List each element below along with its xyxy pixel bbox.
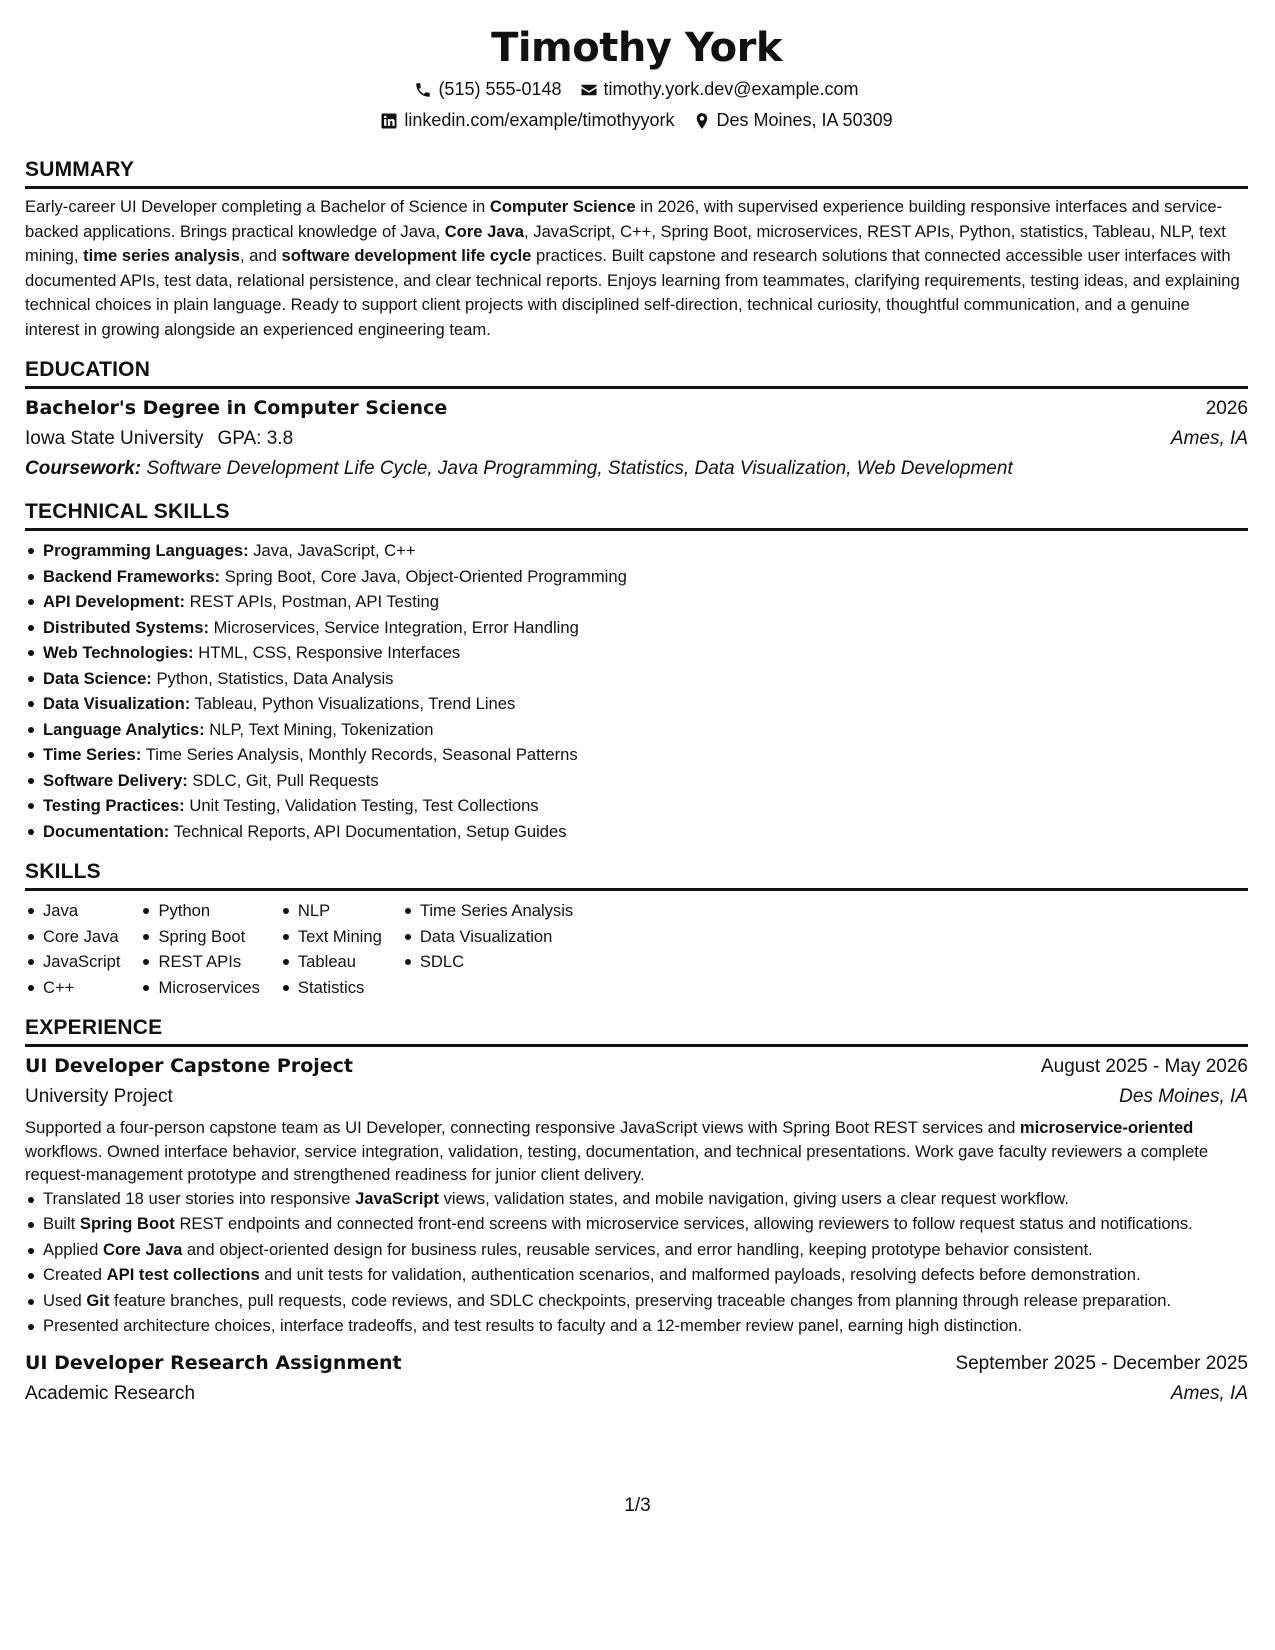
technical-skill-item: [25, 768, 1248, 794]
text-run: workflows. Owned interface behavior, service integration, validation, testing, documentation, and technical presentations. Work gave faculty reviewers a complete request-management prototype and strengthened readiness for junior client delivery.: [25, 1141, 1209, 1184]
skills-column: [402, 898, 573, 1000]
school-location: Ames, IA: [1170, 428, 1248, 449]
skill-item: REST APIs: [140, 949, 259, 975]
skill-item: Tableau: [280, 949, 382, 975]
education-section: [25, 356, 1248, 484]
technical-skill-item: [25, 666, 1248, 692]
skill-category-label: Data Visualization:: [43, 694, 191, 713]
job-bullets: [25, 1187, 1248, 1338]
phone-icon: [414, 81, 432, 99]
page-number: 1/3: [624, 1495, 651, 1516]
email-address[interactable]: timothy.york.dev@example.com: [603, 79, 859, 99]
job-bullet: [25, 1263, 1248, 1287]
text-run: Used: [43, 1290, 87, 1310]
map-pin-icon: [693, 112, 711, 130]
skill-item: JavaScript: [25, 949, 120, 975]
text-run: and object-oriented design for business rules, reusable services, and error handling, keeping prototype behavior consistent.: [182, 1239, 1093, 1259]
coursework-list: Software Development Life Cycle, Java Programming, Statistics, Data Visualization, Web Development: [141, 458, 1013, 479]
bold-text: Computer Science: [489, 197, 636, 216]
job-subheader-row: [25, 1379, 1248, 1409]
technical-skill-item: [25, 793, 1248, 819]
text-run: Created: [43, 1265, 107, 1284]
bold-text: Core Java: [444, 221, 525, 241]
linkedin-contact[interactable]: [380, 105, 674, 136]
skill-category-label: Testing Practices:: [43, 796, 185, 815]
bold-text: Spring Boot: [79, 1214, 175, 1233]
skill-category-label: Documentation:: [43, 821, 170, 841]
text-run: Translated 18 user stories into responsive: [43, 1188, 356, 1208]
bold-text: API test collections: [106, 1265, 260, 1284]
technical-skill-item: [25, 691, 1248, 717]
graduation-year: 2026: [1205, 398, 1248, 419]
skill-category-label: Distributed Systems:: [43, 617, 209, 637]
location-text: Des Moines, IA 50309: [716, 110, 893, 130]
skill-item: Statistics: [280, 975, 382, 1001]
envelope-icon: [580, 81, 598, 99]
text-run: Early-career UI Developer completing a Bachelor of Science in: [25, 197, 490, 216]
job-dates: September 2025 - December 2025: [955, 1352, 1248, 1374]
experience-heading: EXPERIENCE: [25, 1014, 1248, 1047]
job-location: Ames, IA: [1170, 1382, 1248, 1404]
job-location: Des Moines, IA: [1119, 1086, 1248, 1107]
skills-column: [25, 898, 120, 1000]
degree-title: Bachelor's Degree in Computer Science: [25, 397, 448, 419]
skill-item: NLP: [280, 898, 382, 924]
skills-column: [140, 898, 259, 1000]
skill-category-values: NLP, Text Mining, Tokenization: [204, 719, 434, 739]
technical-skills-heading: TECHNICAL SKILLS: [25, 498, 1248, 531]
skill-category-values: Technical Reports, API Documentation, Setup Guides: [169, 821, 567, 841]
experience-section: [25, 1014, 1248, 1409]
summary-heading: SUMMARY: [25, 156, 1248, 189]
skill-category-label: Data Science:: [43, 668, 152, 688]
phone-contact: [414, 74, 561, 105]
bold-text: microservice-oriented: [1019, 1118, 1194, 1137]
technical-skill-item: [25, 742, 1248, 768]
skill-item: Data Visualization: [402, 924, 573, 950]
candidate-name: Timothy York: [491, 25, 782, 71]
skill-category-values: Python, Statistics, Data Analysis: [151, 668, 394, 688]
skill-category-label: Time Series:: [43, 745, 142, 764]
text-run: and unit tests for validation, authentication scenarios, and malformed payloads, resolving defects before demonstration.: [259, 1265, 1141, 1284]
job-bullet: [25, 1212, 1248, 1236]
summary-section: [25, 156, 1248, 342]
text-run: , and: [239, 246, 282, 265]
job-bullet: [25, 1187, 1248, 1211]
coursework-label: Coursework:: [25, 458, 142, 479]
skills-column: [280, 898, 382, 1000]
education-row-2: [25, 424, 1248, 454]
job-title: UI Developer Research Assignment: [25, 1351, 402, 1374]
skills-section: [25, 858, 1248, 1000]
skill-item: Spring Boot: [140, 924, 259, 950]
summary-text: [25, 195, 1248, 342]
linkedin-url[interactable]: linkedin.com/example/timothyyork: [404, 110, 675, 130]
technical-skill-item: [25, 564, 1248, 590]
job-title: UI Developer Capstone Project: [25, 1055, 354, 1077]
bold-text: JavaScript: [355, 1188, 440, 1208]
job-summary: [25, 1116, 1248, 1187]
bold-text: Core Java: [102, 1239, 183, 1259]
technical-skill-item: [25, 538, 1248, 564]
skills-grid: [25, 898, 1248, 1000]
text-run: feature branches, pull requests, code reviews, and SDLC checkpoints, preserving traceable changes from planning through release preparation.: [109, 1290, 1172, 1310]
contact-line-2: [25, 105, 1248, 136]
job-bullet: [25, 1289, 1248, 1313]
resume-page: [25, 22, 1248, 1409]
job-header-row: [25, 1348, 1248, 1379]
job-bullet: [25, 1238, 1248, 1262]
skill-category-label: Programming Languages:: [43, 541, 249, 560]
job-bullet: [25, 1314, 1248, 1338]
skill-item: C++: [25, 975, 120, 1001]
skill-item: Microservices: [140, 975, 259, 1001]
skill-category-values: SDLC, Git, Pull Requests: [187, 770, 379, 790]
skill-category-values: Java, JavaScript, C++: [248, 541, 416, 560]
skill-category-label: Language Analytics:: [43, 719, 205, 739]
bold-text: time series analysis: [83, 246, 240, 265]
skill-item: Text Mining: [280, 924, 382, 950]
job-subheader-row: [25, 1082, 1248, 1112]
text-run: Built: [43, 1214, 80, 1233]
school-name: Iowa State University: [25, 428, 204, 449]
text-run: in 2026, with supervised experience building responsive interfaces and service-backed applications. Brings practical knowledge of Java,: [25, 197, 1223, 241]
gpa: GPA: 3.8: [217, 428, 294, 449]
education-row-1: [25, 393, 1248, 424]
technical-skills-section: [25, 498, 1248, 844]
skill-category-label: Backend Frameworks:: [43, 566, 221, 586]
school-info: [25, 424, 293, 454]
skill-item: Core Java: [25, 924, 120, 950]
skill-category-values: Time Series Analysis, Monthly Records, Seasonal Patterns: [141, 745, 578, 764]
skill-category-values: HTML, CSS, Responsive Interfaces: [193, 643, 461, 662]
technical-skill-item: [25, 615, 1248, 641]
skill-category-label: API Development:: [43, 592, 185, 611]
skill-item: Python: [140, 898, 259, 924]
technical-skill-item: [25, 589, 1248, 615]
skill-category-label: Software Delivery:: [43, 770, 188, 790]
resume-header: [25, 22, 1248, 136]
technical-skill-item: [25, 640, 1248, 666]
location-contact: [693, 105, 893, 136]
job-entry: [25, 1348, 1248, 1409]
skill-category-label: Web Technologies:: [43, 643, 194, 662]
skill-item: Java: [25, 898, 120, 924]
bold-text: Git: [86, 1290, 110, 1310]
skill-item: SDLC: [402, 949, 573, 975]
email-contact[interactable]: [580, 74, 859, 105]
education-heading: EDUCATION: [25, 356, 1248, 389]
linkedin-icon: [380, 112, 398, 130]
text-run: Supported a four-person capstone team as UI Developer, connecting responsive JavaScript views with Spring Boot REST services and: [25, 1118, 1020, 1137]
technical-skills-list: [25, 538, 1248, 844]
skill-item: Time Series Analysis: [402, 898, 573, 924]
job-organization: University Project: [25, 1086, 173, 1107]
skill-category-values: Tableau, Python Visualizations, Trend Lines: [190, 694, 516, 713]
coursework-line: [25, 454, 1248, 484]
text-run: Presented architecture choices, interface tradeoffs, and test results to faculty and a 12-member review panel, earning high distinction.: [43, 1316, 1023, 1335]
skill-category-values: REST APIs, Postman, API Testing: [185, 592, 439, 611]
text-run: , JavaScript, C++, Spring Boot, microservices, REST APIs, Python, statistics, Tableau, NLP, text mining,: [25, 221, 1226, 265]
bold-text: software development life cycle: [281, 246, 532, 265]
skill-category-values: Spring Boot, Core Java, Object-Oriented Programming: [220, 566, 627, 586]
job-organization: Academic Research: [25, 1382, 196, 1404]
skills-heading: SKILLS: [25, 858, 1248, 891]
job-header-row: [25, 1051, 1248, 1082]
skill-category-values: Microservices, Service Integration, Error Handling: [208, 617, 579, 637]
text-run: views, validation states, and mobile navigation, giving users a clear request workflow.: [439, 1188, 1069, 1208]
technical-skill-item: [25, 717, 1248, 743]
text-run: practices. Built capstone and research solutions that connected accessible user interfaces with documented APIs, test data, relational persistence, and clear technical reports. Enjoys learning from teammates, clarifying requirements, testing ideas, and explaining technical choices in plain language. Ready to support client projects with disciplined self-direction, technical curiosity, thoughtful communication, and a genuine interest in growing alongside an experienced engineering team.: [25, 246, 1240, 339]
phone-number: (515) 555-0148: [438, 79, 562, 99]
text-run: REST endpoints and connected front-end screens with microservice services, allowing reviewers to follow request status and notifications.: [174, 1214, 1193, 1233]
job-entry: [25, 1051, 1248, 1338]
job-dates: August 2025 - May 2026: [1040, 1056, 1248, 1077]
technical-skill-item: [25, 819, 1248, 845]
contact-line-1: [25, 74, 1248, 105]
text-run: Applied: [43, 1239, 103, 1259]
skill-category-values: Unit Testing, Validation Testing, Test Collections: [184, 796, 539, 815]
